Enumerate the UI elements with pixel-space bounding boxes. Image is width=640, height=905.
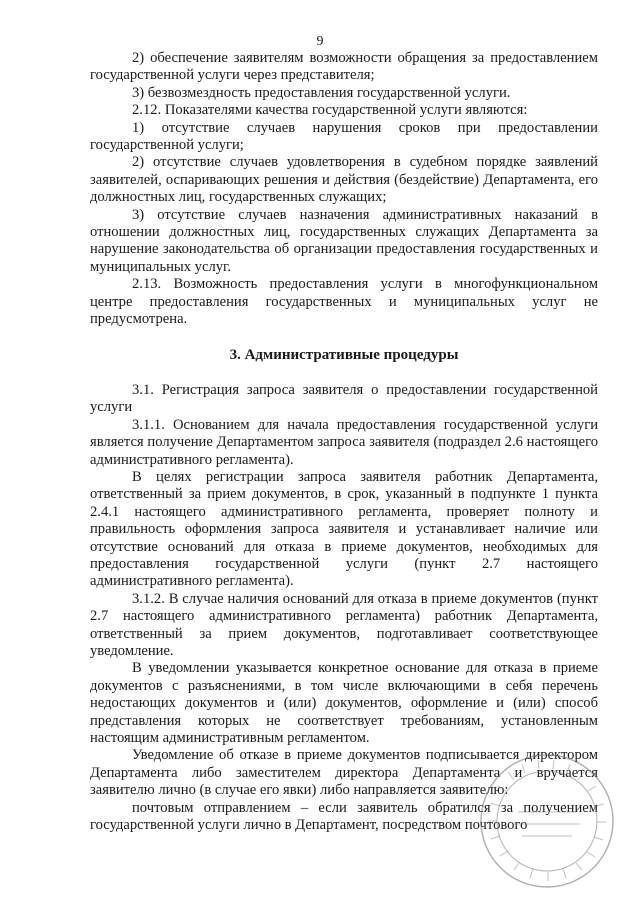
paragraph: 3.1.2. В случае наличия оснований для отказа в приеме документов (пункт 2.7 настоящего административного регламента) работник Департамента, ответственный за прием документов, подготавливает соответствующее уведомление. [90,590,598,659]
paragraph: 2.12. Показателями качества государственной услуги являются: [132,102,528,119]
paragraph: 3) безвозмездность предоставления государственной услуги. [132,84,511,101]
section-heading: 3. Административные процедуры [229,346,459,363]
paragraph: 2) отсутствие случаев удовлетворения в судебном порядке заявлений заявителей, оспаривающих решения и действия (бездействие) Департамента, его должностных лиц, государственных служащих; [90,154,598,206]
paragraph: 3) отсутствие случаев назначения административных наказаний в отношении должностных лиц, государственных служащих Департамента за нарушение законодательства об организации предоставления государственных и муниципальных услуг. [90,206,598,275]
paragraph: 3.1. Регистрация запроса заявителя о предоставлении государственной услуги [90,381,598,416]
document-body [90,50,598,834]
paragraph: 2) обеспечение заявителям возможности обращения за предоставлением государственной услуги через представителя; [90,50,598,84]
paragraph: В уведомлении указывается конкретное основание для отказа в приеме документов с разъяснениями, в том числе включающими в себя перечень недостающих документов и (или) документов, оформление и (или) способ представления которых не соответствует требованиям, установленным настоящим административным регламентом. [90,660,598,747]
paragraph: 2.13. Возможность предоставления услуги в многофункциональном центре предоставления государственных и муниципальных услуг не предусмотрена. [90,276,598,328]
paragraph: В целях регистрации запроса заявителя работник Департамента, ответственный за прием документов, в срок, указанный в подпункте 1 пункта 2.4.1 настоящего административного регламента, проверяет полноту и правильность оформления запроса заявителя и устанавливает наличие или отсутствие оснований для отказа в приеме документов, необходимых для предоставления государственной услуги (пункт 2.7 настоящего административного регламента). [90,468,598,590]
page-number: 9 [316,34,324,49]
paragraph: 1) отсутствие случаев нарушения сроков при предоставлении государственной услуги; [90,119,598,154]
paragraph: Уведомление об отказе в приеме документов подписывается директором Департамента либо заместителем директора Департамента и вручается заявителю лично (в случае его явки) либо направляется заявителю: [90,747,598,799]
paragraph: почтовым отправлением – если заявитель обратился за получением государственной услуги лично в Департамент, посредством почтового [90,799,598,834]
paragraph: 3.1.1. Основанием для начала предоставления государственной услуги является получение Департаментом запроса заявителя (подраздел 2.6 настоящего административного регламента). [90,416,598,468]
